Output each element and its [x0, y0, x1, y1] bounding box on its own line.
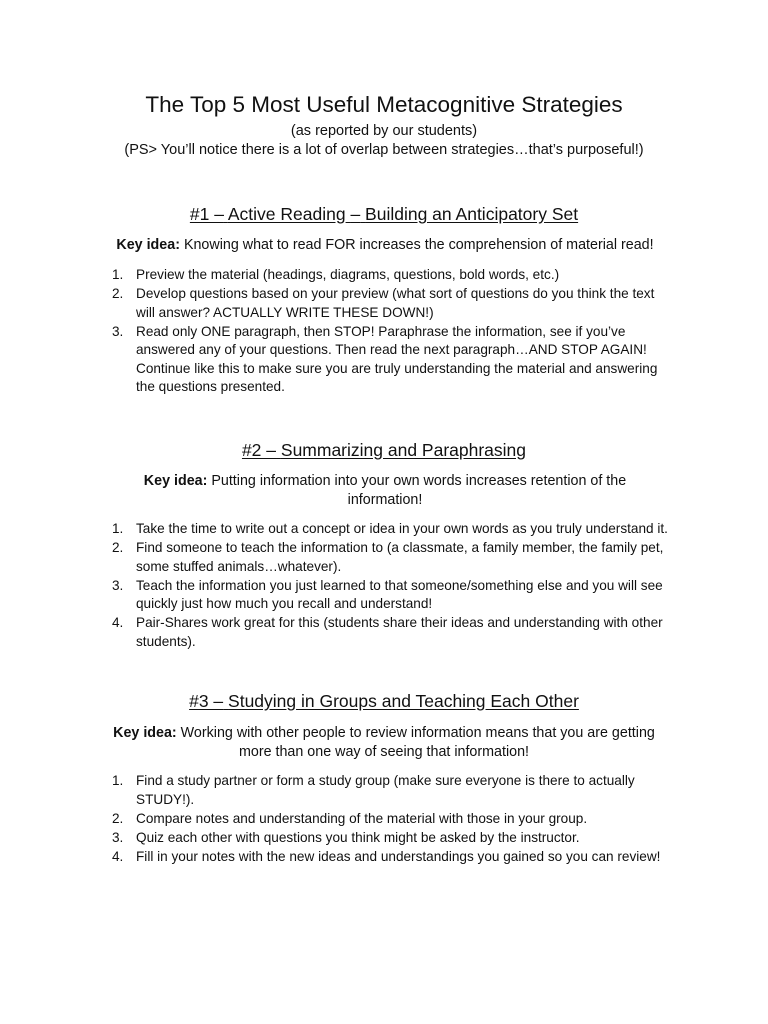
- list-number: 3.: [112, 577, 124, 593]
- document-subtitle: (as reported by our students): [290, 123, 478, 139]
- list-number: 2.: [112, 810, 124, 826]
- list-item: [108, 848, 674, 867]
- section-2-title: Summarizing and Paraphrasing: [280, 440, 527, 460]
- list-item-text: Develop questions based on your preview (what sort of questions do you think the text will answer? ACTUALLY WRITE THESE DOWN!): [136, 286, 655, 320]
- list-item: [108, 772, 674, 809]
- list-number: 1.: [112, 267, 124, 282]
- section-1-heading: [0, 203, 768, 225]
- list-item-text: Fill in your notes with the new ideas and understandings you gained so you can review!: [136, 848, 661, 864]
- section-3-key-idea: [95, 724, 673, 762]
- key-idea-text: Knowing what to read FOR increases the comprehension of material read!: [179, 237, 654, 253]
- section-2-heading: [0, 439, 768, 461]
- list-number: 3.: [112, 829, 124, 845]
- list-item-text: Take the time to write out a concept or idea in your own words as you truly understand it.: [136, 521, 668, 536]
- list-item: [108, 285, 674, 322]
- list-item: [108, 520, 674, 539]
- section-2-number: #2 –: [241, 440, 277, 460]
- list-number: 4.: [112, 848, 124, 864]
- key-idea-text: Working with other people to review information means that you are getting more than one way of seeing that information!: [176, 725, 655, 760]
- section-3-list: [108, 772, 674, 867]
- list-item: [108, 614, 674, 651]
- list-item: [108, 577, 674, 614]
- list-number: 2.: [112, 540, 124, 555]
- list-item-text: Find a study partner or form a study group (make sure everyone is there to actually STUDY!).: [136, 773, 635, 807]
- key-idea-label: Key idea:: [116, 237, 180, 253]
- list-number: 3.: [112, 323, 124, 339]
- list-number: 2.: [112, 286, 124, 301]
- section-1-title: Active Reading: [227, 204, 346, 224]
- list-number: 1.: [112, 773, 124, 788]
- list-item-text: Preview the material (headings, diagrams, questions, bold words, etc.): [136, 267, 560, 282]
- list-item: [108, 323, 674, 397]
- key-idea-text: Putting information into your own words increases retention of the information!: [207, 473, 627, 508]
- list-item-text: Compare notes and understanding of the material with those in your group.: [136, 810, 588, 826]
- list-number: 4.: [112, 615, 124, 630]
- list-item: [108, 266, 674, 285]
- list-item: [108, 829, 674, 848]
- section-3-heading: [0, 690, 768, 712]
- section-1-key-idea: [40, 236, 730, 255]
- list-item-text: Quiz each other with questions you think might be asked by the instructor.: [136, 829, 580, 845]
- list-item-text: Find someone to teach the information to (a classmate, a family member, the family pet, some stuffed animals…whatever).: [136, 540, 664, 574]
- section-3-title: Studying in Groups and Teaching Each Other: [228, 691, 579, 711]
- list-item-text: Pair-Shares work great for this (students share their ideas and understanding with other students).: [136, 615, 663, 649]
- section-2-key-idea: [110, 472, 660, 510]
- key-idea-label: Key idea:: [113, 725, 177, 741]
- list-item-text: Teach the information you just learned to that someone/something else and you will see quickly just how much you recall and understand!: [136, 577, 663, 611]
- section-3-number: #3 –: [189, 691, 224, 711]
- section-1-number: #1 –: [189, 204, 224, 224]
- section-1-dash: –: [350, 204, 361, 224]
- section-1-list: [108, 266, 674, 397]
- section-2-list: [108, 520, 674, 652]
- ps-note: (PS> You’ll notice there is a lot of overlap between strategies…that’s purposeful!): [124, 142, 644, 158]
- list-item: [108, 539, 674, 576]
- key-idea-label: Key idea:: [143, 473, 208, 489]
- list-number: 1.: [112, 521, 124, 536]
- document-title: The Top 5 Most Useful Metacognitive Strategies: [145, 92, 623, 117]
- list-item-text: Read only ONE paragraph, then STOP! Paraphrase the information, see if you’ve answered any of your questions. Then read the next paragraph…AND STOP AGAIN! Continue like this to make sure you are truly understanding the material and answering the questions presented.: [136, 323, 658, 394]
- list-item: [108, 810, 674, 829]
- section-1-subtitle: Building an Anticipatory Set: [365, 204, 579, 224]
